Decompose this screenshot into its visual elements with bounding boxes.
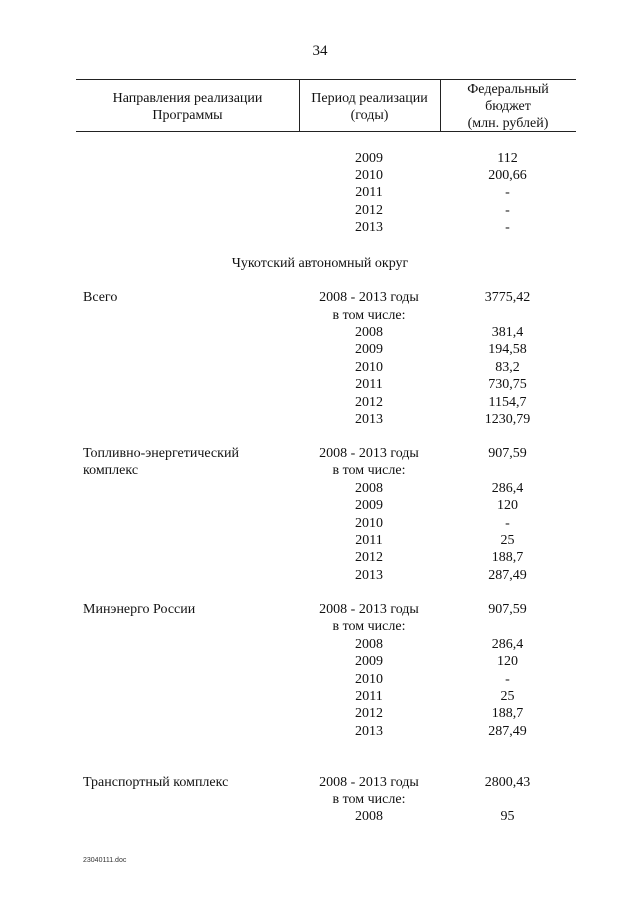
row-period: 2010	[355, 515, 383, 531]
row-period: в том числе:	[332, 307, 406, 323]
table-row	[0, 219, 640, 236]
header-budget	[440, 81, 576, 132]
row-period: 2010	[355, 167, 383, 183]
row-period: 2012	[355, 394, 383, 410]
row-budget: 907,59	[488, 446, 527, 461]
table-row	[0, 341, 640, 358]
row-budget: 188,7	[491, 706, 524, 722]
row-period: 2012	[355, 202, 383, 218]
row-direction: Всего	[83, 290, 118, 306]
header-budget-line: бюджет	[485, 99, 531, 114]
table-row	[0, 618, 640, 635]
row-budget: -	[505, 202, 510, 218]
table-row	[0, 324, 640, 341]
header-budget-line: Федеральный	[467, 82, 549, 97]
row-period: 2009	[355, 498, 383, 514]
row-period: 2008	[355, 480, 383, 496]
header-direction	[76, 90, 299, 124]
page-number: 34	[312, 43, 328, 59]
row-direction: Минэнерго России	[83, 602, 196, 617]
table-top-rule	[76, 79, 576, 80]
header-period-line: Период реализации	[311, 91, 428, 106]
table-row	[0, 723, 640, 740]
row-budget: 120	[497, 498, 518, 514]
row-period: 2010	[355, 359, 383, 375]
row-budget: -	[505, 671, 510, 687]
table-row	[0, 150, 640, 167]
row-period: 2009	[355, 150, 383, 166]
row-budget: 1154,7	[488, 394, 527, 410]
row-budget: 25	[500, 689, 515, 704]
row-period: 2008 - 2013 годы	[319, 602, 419, 617]
row-period: 2010	[355, 671, 383, 687]
header-period-line: (годы)	[350, 108, 389, 123]
row-budget: 287,49	[488, 567, 527, 583]
table-row	[0, 515, 640, 532]
row-direction: комплекс	[83, 463, 139, 479]
table-row	[0, 167, 640, 184]
row-direction: Топливно-энергетический	[83, 446, 239, 461]
row-budget: 95	[500, 809, 515, 825]
header-direction-line: Программы	[152, 108, 223, 123]
table-row	[0, 497, 640, 514]
row-period: 2013	[355, 567, 383, 583]
header-period	[299, 90, 440, 124]
document-footer: 23040111.doc	[83, 857, 127, 864]
row-period: 2011	[355, 185, 383, 201]
row-period: 2013	[355, 412, 383, 427]
table-row	[0, 462, 640, 479]
row-period: 2008	[355, 636, 383, 652]
table-row	[0, 808, 640, 825]
row-period: 2009	[355, 342, 383, 358]
table-row	[0, 394, 640, 411]
row-budget: 194,58	[488, 342, 527, 358]
row-budget: 730,75	[488, 377, 527, 393]
table-row	[0, 307, 640, 324]
row-period: 2009	[355, 654, 383, 670]
table-row	[0, 549, 640, 566]
table-row	[0, 791, 640, 808]
row-period: в том числе:	[332, 791, 406, 807]
row-budget: -	[505, 220, 510, 236]
row-budget: 120	[497, 654, 518, 670]
row-budget: 381,4	[491, 325, 524, 340]
row-period: 2012	[355, 706, 383, 722]
row-period: 2013	[355, 723, 383, 739]
row-budget: 83,2	[495, 359, 520, 375]
table-row	[0, 705, 640, 722]
header-direction-line: Направления реализации	[112, 91, 263, 106]
table-row	[0, 774, 640, 791]
row-period: 2011	[355, 533, 383, 548]
row-period: 2012	[355, 550, 383, 566]
row-period: 2011	[355, 689, 383, 704]
row-budget: 3775,42	[484, 290, 531, 306]
row-budget: 112	[497, 150, 518, 166]
row-budget: 188,7	[491, 550, 524, 566]
row-budget: 287,49	[488, 723, 527, 739]
row-budget: -	[505, 515, 510, 531]
row-period: 2008	[355, 325, 383, 340]
table-row	[0, 445, 640, 462]
row-budget: 286,4	[491, 480, 524, 496]
table-row	[0, 688, 640, 705]
row-period: 2013	[355, 220, 383, 236]
table-row	[0, 601, 640, 618]
row-budget: 200,66	[488, 167, 527, 183]
row-budget: 286,4	[491, 636, 524, 652]
row-period: 2008	[355, 809, 383, 825]
table-row	[0, 653, 640, 670]
table-row	[0, 202, 640, 219]
row-budget: 1230,79	[484, 412, 531, 427]
table-row	[0, 671, 640, 688]
table-row	[0, 184, 640, 201]
table-row	[0, 359, 640, 376]
row-budget: -	[505, 185, 510, 201]
row-period: 2008 - 2013 годы	[319, 774, 419, 790]
table-row	[0, 411, 640, 428]
table-row	[0, 480, 640, 497]
region-subtitle: Чукотский автономный округ	[231, 256, 409, 271]
table-row	[0, 376, 640, 393]
table-row	[0, 567, 640, 584]
row-budget: 907,59	[488, 602, 527, 617]
row-budget: 2800,43	[484, 774, 531, 790]
table-row	[0, 532, 640, 549]
table-row	[0, 636, 640, 653]
row-period: 2008 - 2013 годы	[319, 446, 419, 461]
row-budget: 25	[500, 533, 515, 548]
row-period: в том числе:	[332, 463, 406, 479]
row-period: в том числе:	[332, 619, 406, 635]
row-direction: Транспортный комплекс	[83, 774, 229, 790]
row-period: 2011	[355, 377, 383, 393]
header-budget-line: (млн. рублей)	[467, 116, 549, 131]
table-row	[0, 289, 640, 306]
row-period: 2008 - 2013 годы	[319, 290, 419, 306]
